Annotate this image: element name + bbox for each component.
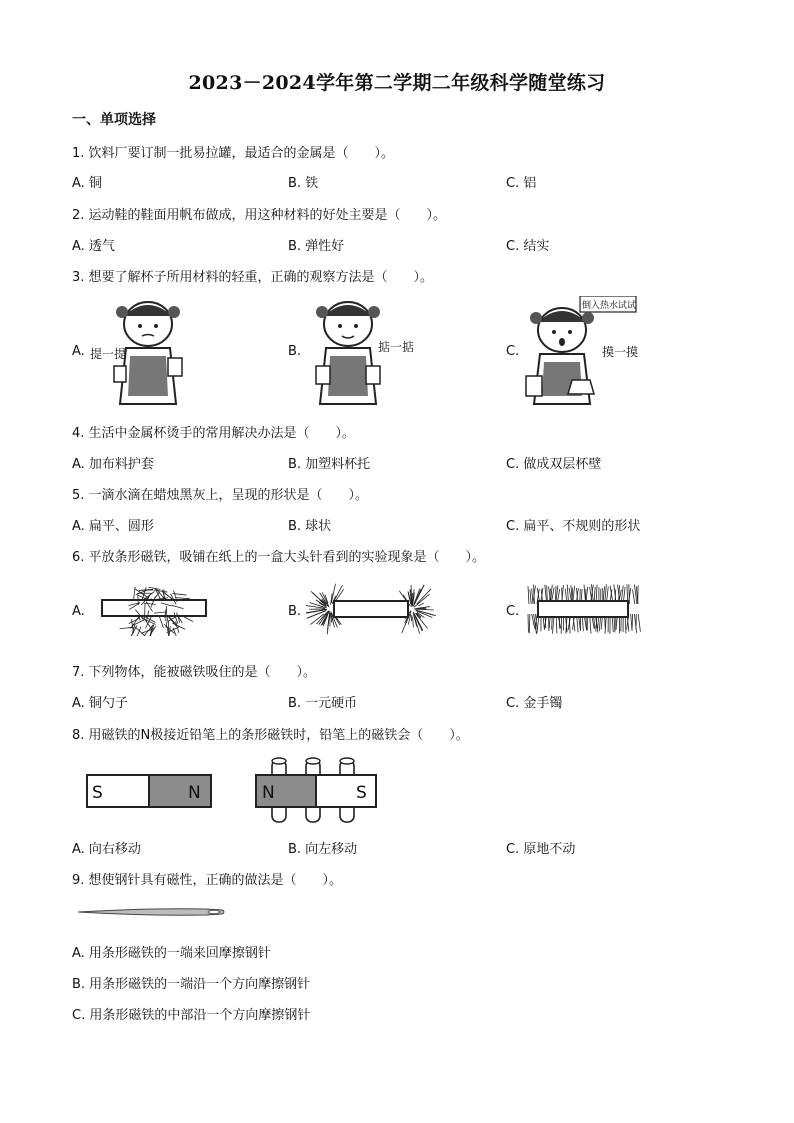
q2-option-b[interactable]: B. 弹性好 xyxy=(288,239,345,254)
question-9: 9. 想使钢针具有磁性，正确的做法是（ ）。 xyxy=(72,873,343,888)
question-8: 8. 用磁铁的N极接近铅笔上的条形磁铁时，铅笔上的磁铁会（ ）。 xyxy=(72,728,469,743)
q8-option-b[interactable]: B. 向左移动 xyxy=(288,842,358,857)
girl-weighing-cups-illustration xyxy=(306,296,416,408)
q7-option-c[interactable]: C. 金手镯 xyxy=(506,696,563,711)
magnet2-n-label: N xyxy=(262,783,275,803)
magnet-pins-middle-illustration xyxy=(96,580,212,636)
q8-option-c[interactable]: C. 原地不动 xyxy=(506,842,576,857)
q1-option-b[interactable]: B. 铁 xyxy=(288,176,319,191)
hand-magnet-illustration xyxy=(86,774,212,810)
q8-option-a[interactable]: A. 向右移动 xyxy=(72,842,141,857)
q3-option-c[interactable]: C. xyxy=(506,344,520,359)
q5-option-b[interactable]: B. 球状 xyxy=(288,519,332,534)
q3-option-a[interactable]: A. xyxy=(72,344,85,359)
q6-option-a[interactable]: A. xyxy=(72,604,85,619)
q6-option-b[interactable]: B. xyxy=(288,604,302,619)
steel-needle-illustration xyxy=(76,904,228,920)
question-3: 3. 想要了解杯子所用材料的轻重，正确的观察方法是（ ）。 xyxy=(72,270,434,285)
q9-option-c[interactable]: C. 用条形磁铁的中部沿一个方向摩擦钢针 xyxy=(72,1008,311,1023)
q9-option-a[interactable]: A. 用条形磁铁的一端来回摩擦钢针 xyxy=(72,946,271,961)
question-5: 5. 一滴水滴在蜡烛黑灰上，呈现的形状是（ ）。 xyxy=(72,488,369,503)
q2-option-a[interactable]: A. 透气 xyxy=(72,239,115,254)
question-6: 6. 平放条形磁铁，吸铺在纸上的一盒大头针看到的实验现象是（ ）。 xyxy=(72,550,486,565)
magnet-pins-ends-illustration xyxy=(306,574,436,644)
q7-option-b[interactable]: B. 一元硬币 xyxy=(288,696,358,711)
q3-c-caption: 摸一摸 xyxy=(602,345,639,359)
q1-option-c[interactable]: C. 铝 xyxy=(506,176,537,191)
girl-lifting-cup-illustration xyxy=(88,296,198,408)
page-title: 2023－2024学年第二学期二年级科学随堂练习 xyxy=(188,72,606,94)
q3-b-caption: 掂一掂 xyxy=(378,340,415,354)
q1-option-a[interactable]: A. 铜 xyxy=(72,176,102,191)
question-7: 7. 下列物体，能被磁铁吸住的是（ ）。 xyxy=(72,665,317,680)
question-4: 4. 生活中金属杯烫手的常用解决办法是（ ）。 xyxy=(72,426,356,441)
q4-option-a[interactable]: A. 加布料护套 xyxy=(72,457,154,472)
q9-option-b[interactable]: B. 用条形磁铁的一端沿一个方向摩擦钢针 xyxy=(72,977,311,992)
q4-option-b[interactable]: B. 加塑料杯托 xyxy=(288,457,371,472)
question-1: 1. 饮料厂要订制一批易拉罐，最适合的金属是（ ）。 xyxy=(72,146,395,161)
magnet-pins-even-illustration xyxy=(522,580,646,638)
q3-option-b[interactable]: B. xyxy=(288,344,302,359)
q2-option-c[interactable]: C. 结实 xyxy=(506,239,550,254)
q3-c-sign: 倒入热水试试 xyxy=(582,301,637,311)
magnet1-s-label: S xyxy=(92,783,103,803)
q4-option-c[interactable]: C. 做成双层杯壁 xyxy=(506,457,602,472)
q5-option-c[interactable]: C. 扁平、不规则的形状 xyxy=(506,519,641,534)
section-heading: 一、单项选择 xyxy=(72,112,156,128)
magnet1-n-label: N xyxy=(188,783,201,803)
girl-touching-cup-illustration xyxy=(520,296,640,408)
q3-a-caption: 提一提 xyxy=(90,347,127,361)
question-2: 2. 运动鞋的鞋面用帆布做成，用这种材料的好处主要是（ ）。 xyxy=(72,208,447,223)
q6-option-c[interactable]: C. xyxy=(506,604,520,619)
magnet2-s-label: S xyxy=(356,783,367,803)
q5-option-a[interactable]: A. 扁平、圆形 xyxy=(72,519,154,534)
q7-option-a[interactable]: A. 铜勺子 xyxy=(72,696,128,711)
pencil-magnet-illustration xyxy=(254,756,380,826)
